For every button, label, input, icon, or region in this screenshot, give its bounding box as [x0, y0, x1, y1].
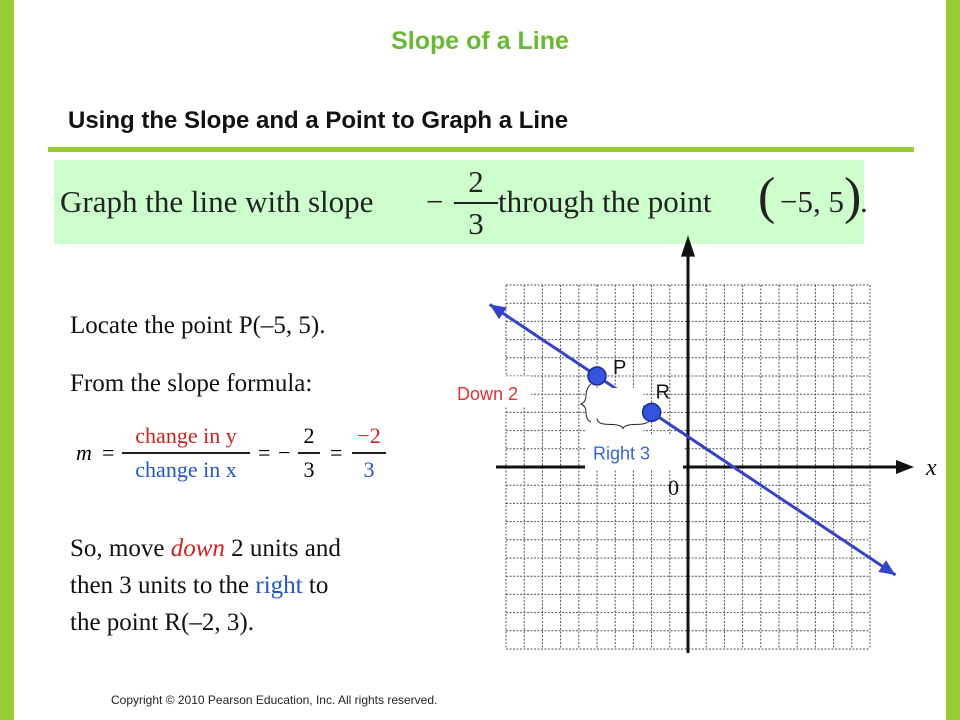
formula-eq-1: =: [102, 440, 115, 465]
left-accent-bar: [0, 0, 14, 720]
right-3-label: Right 3: [593, 443, 651, 464]
down-2-label: Down 2: [457, 384, 519, 405]
point-open-paren: (: [758, 168, 776, 225]
fraction-bar: [454, 202, 498, 204]
graphed-line: [490, 304, 896, 575]
step-move-line-3: the point R(–2, 3).: [70, 609, 255, 636]
formula-neg: −: [278, 440, 291, 465]
fraction-bar: [352, 452, 386, 454]
slide-subtitle: Using the Slope and a Point to Graph a Line: [68, 107, 569, 134]
step-formula-intro: From the slope formula:: [70, 370, 313, 397]
move-down-word: down: [170, 535, 225, 562]
slope-sign: −: [426, 184, 444, 219]
step-move-line-1: [70, 535, 341, 563]
fraction-bar: [122, 452, 250, 454]
formula-fraction-2: [298, 422, 320, 484]
formula-fraction-3: [352, 422, 386, 484]
formula-change-in-y: change in y: [135, 423, 237, 448]
problem-prefix: Graph the line with slope: [60, 184, 374, 219]
coordinate-graph: [457, 240, 950, 680]
formula-m: m: [76, 440, 92, 465]
formula-eq-3: =: [330, 440, 343, 465]
move-text-1: So, move: [70, 535, 165, 562]
move-text-3: then 3 units to the: [70, 572, 250, 599]
title-divider: [48, 147, 914, 152]
slope-fraction: [446, 164, 506, 242]
x-axis-arrow: [896, 460, 914, 474]
point-r: [643, 403, 661, 421]
formula-f3-den: 3: [363, 457, 375, 482]
step-locate: Locate the point P(–5, 5).: [70, 312, 326, 339]
slope-numerator: 2: [468, 164, 484, 199]
point-r-label: R: [655, 381, 671, 404]
slope-formula: [72, 420, 392, 490]
move-right-word: right: [255, 572, 303, 599]
point-close-paren: ): [844, 168, 862, 225]
point-p: [588, 367, 606, 385]
problem-point: −5, 5: [780, 184, 844, 219]
line-arrow-end: [878, 560, 895, 575]
step-move-line-2: [70, 572, 328, 600]
slope-denominator: 3: [468, 206, 484, 241]
axes: [496, 235, 937, 653]
move-text-4: to: [308, 572, 329, 599]
line-arrow-start: [490, 304, 507, 319]
plot-layer: [451, 304, 895, 575]
x-axis-label: x: [926, 455, 937, 481]
copyright-footer: Copyright © 2010 Pearson Education, Inc. All rights reserved.: [111, 693, 438, 707]
formula-change-in-x: change in x: [135, 457, 237, 482]
move-text-2: 2 units and: [231, 535, 341, 562]
formula-f2-num: 2: [303, 423, 315, 448]
point-p-label: P: [613, 357, 627, 379]
fraction-bar: [298, 452, 320, 454]
formula-f2-den: 3: [303, 457, 315, 482]
problem-middle: through the point: [498, 184, 712, 219]
problem-end: .: [860, 184, 868, 219]
origin-label: 0: [668, 475, 679, 500]
problem-statement: [54, 160, 868, 244]
slide-title: Slope of a Line: [391, 27, 569, 55]
formula-eq-2: =: [258, 440, 271, 465]
formula-fraction-change: [122, 422, 250, 484]
formula-f3-num: −2: [357, 423, 381, 448]
